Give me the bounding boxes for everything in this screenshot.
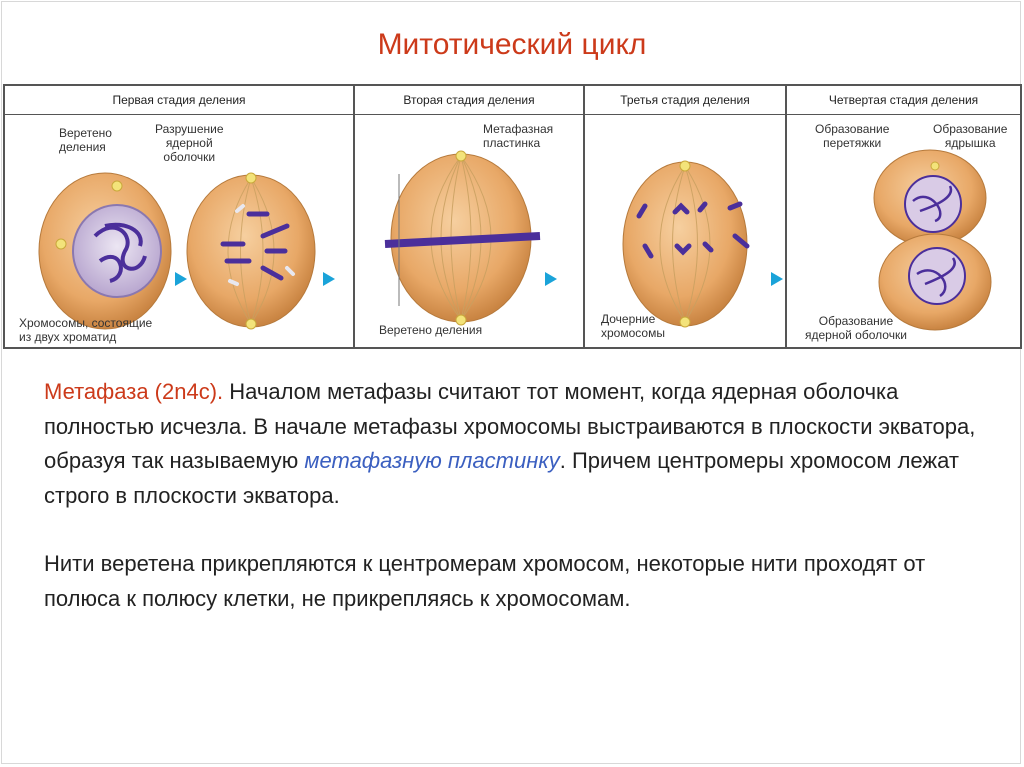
stage-3-header: Третья стадия деления — [620, 93, 750, 107]
arrow-icon — [323, 272, 335, 286]
label-nucleolus: Образование ядрышка — [933, 122, 1008, 150]
stage-4-header: Четвертая стадия деления — [828, 93, 979, 107]
anaphase-cell — [623, 161, 747, 327]
paragraph-1-part-a: Началом метафазы считают тот момент, когда ядерная оболочка полностью исчезла. В начале метафазы хромосомы выстраиваются в плоскости экватора, образуя так называемую — [44, 379, 976, 473]
paragraph-1-part-b: . Причем центромеры хромосом лежат строго в плоскости экватора. — [44, 448, 959, 508]
arrow-icon — [175, 272, 187, 286]
label-spindle-bottom: Веретено деления — [379, 323, 483, 337]
stage-2-header: Вторая стадия деления — [403, 93, 535, 107]
paragraph-1 — [44, 375, 994, 513]
label-daughter-chromosomes: Дочерние хромосомы — [601, 312, 665, 340]
mitosis-figure — [3, 84, 1022, 349]
phase-lead: Метафаза (2n4c). — [44, 379, 224, 404]
label-chromosomes: Хромосомы, состоящие из двух хроматид — [19, 316, 153, 344]
label-spindle: Веретено деления — [59, 126, 112, 154]
arrow-icon — [545, 272, 557, 286]
label-metaphase-plate: Метафазная пластинка — [483, 122, 554, 150]
page-title: Митотический цикл — [377, 28, 647, 61]
description-text — [44, 375, 994, 616]
prometaphase-cell — [187, 173, 315, 329]
label-nuclear-envelope: Образование ядерной оболочки — [805, 314, 907, 342]
label-envelope-breakdown: Разрушение ядерной оболочки — [155, 122, 224, 164]
prophase-cell — [39, 173, 171, 329]
metaphase-cell — [385, 151, 540, 325]
telophase-cells — [874, 150, 991, 330]
term-metaphase-plate: метафазную пластинку — [304, 448, 560, 473]
label-constriction: Образование перетяжки — [815, 122, 890, 150]
paragraph-2: Нити веретена прикрепляются к центромерам хромосом, некоторые нити проходят от полюса к полюсу клетки, не прикрепляясь к хромосомам. — [44, 551, 926, 611]
stage-1-header: Первая стадия деления — [112, 93, 246, 107]
arrow-icon — [771, 272, 783, 286]
